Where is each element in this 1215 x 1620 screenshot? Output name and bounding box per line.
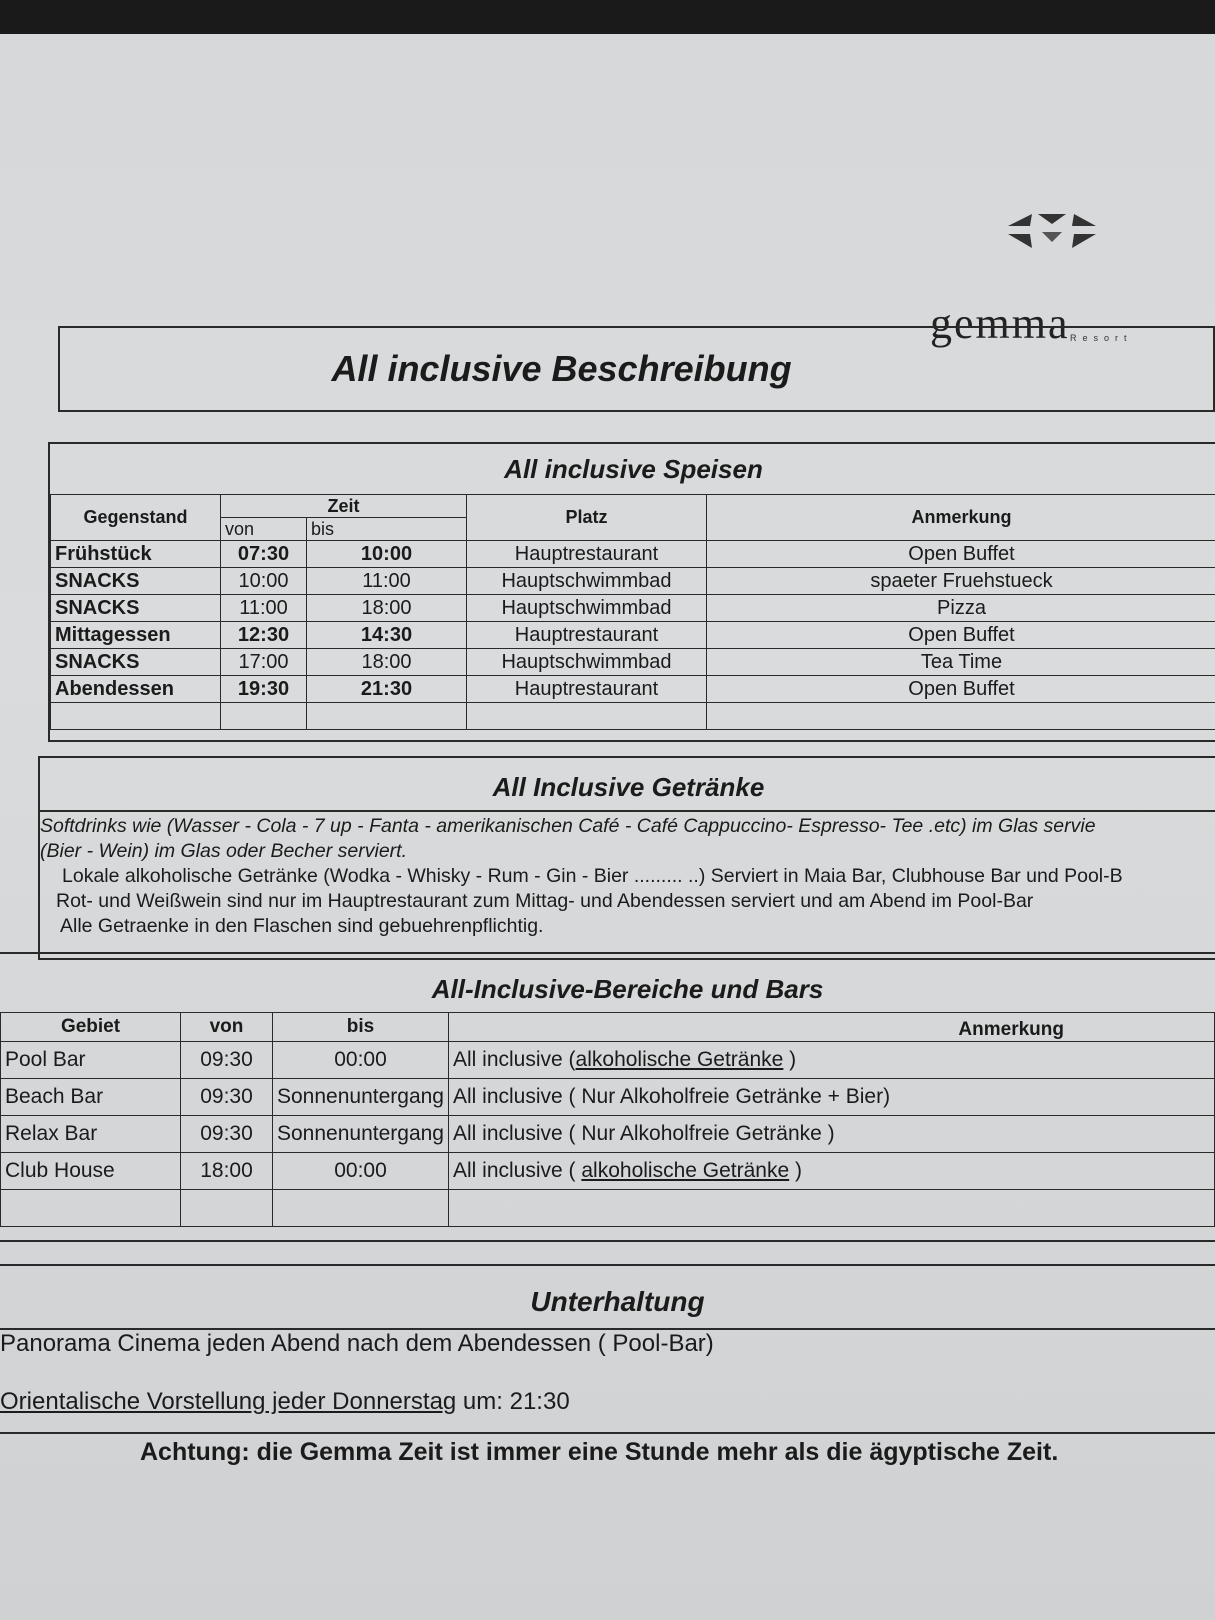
cell-to: 00:00 (273, 1042, 449, 1079)
cell-from: 09:30 (181, 1042, 273, 1079)
speisen-table (50, 494, 1215, 730)
cell-place: Hauptrestaurant (467, 676, 707, 703)
table-row (1, 1079, 1215, 1116)
col-header-place: Platz (467, 495, 707, 541)
cell-place: Hauptrestaurant (467, 622, 707, 649)
cell-note-part: All inclusive ( (453, 1048, 576, 1071)
cell-note (449, 1116, 1215, 1153)
cell-to: 14:30 (307, 622, 467, 649)
cell-place: Hauptrestaurant (467, 541, 707, 568)
cell-from: 17:00 (221, 649, 307, 676)
table-row (51, 541, 1215, 568)
col-header-to: bis (273, 1013, 449, 1042)
cell-place: Hauptschwimmbad (467, 595, 707, 622)
table-row (1, 1116, 1215, 1153)
cell-item: SNACKS (51, 649, 221, 676)
cell-place: Hauptschwimmbad (467, 568, 707, 595)
getraenke-line: Alle Getraenke in den Flaschen sind gebuehrenpflichtig. (60, 915, 544, 937)
getraenke-line: Softdrinks wie (Wasser - Cola - 7 up - Fanta - amerikanischen Café - Café Cappuccino- Espresso- Tee .etc) im Glas servie (40, 815, 1096, 837)
cell-from: 19:30 (221, 676, 307, 703)
cell-note: spaeter Fruehstueck (707, 568, 1215, 595)
cell-from: 12:30 (221, 622, 307, 649)
table-row (1, 1042, 1215, 1079)
cell-item: Mittagessen (51, 622, 221, 649)
table-row-empty (51, 703, 1215, 730)
bars-heading: All-Inclusive-Bereiche und Bars (431, 974, 824, 1004)
cell-note (449, 1079, 1215, 1116)
cell-note-part: ) (783, 1048, 797, 1071)
unterhaltung-line (0, 1388, 570, 1416)
paper-sheet (0, 34, 1215, 1620)
cell-to: Sonnenuntergang (273, 1079, 449, 1116)
getraenke-text (40, 810, 1215, 939)
unterhaltung-heading: Unterhaltung (530, 1286, 705, 1317)
cell-note (449, 1153, 1215, 1190)
table-row (1, 1153, 1215, 1190)
cell-to: Sonnenuntergang (273, 1116, 449, 1153)
cell-note (449, 1042, 1215, 1079)
cell-item: Abendessen (51, 676, 221, 703)
cell-empty (449, 1190, 1215, 1227)
cell-note: Tea Time (707, 649, 1215, 676)
bars-table (0, 1012, 1215, 1227)
cell-item: Frühstück (51, 541, 221, 568)
cell-to: 00:00 (273, 1153, 449, 1190)
getraenke-line: Rot- und Weißwein sind nur im Hauptrestaurant zum Mittag- und Abendessen serviert und am Abend im Pool-Bar (56, 890, 1034, 912)
gemma-logo-subtitle: Resort (1070, 333, 1133, 343)
cell-area: Relax Bar (1, 1116, 181, 1153)
cell-from: 07:30 (221, 541, 307, 568)
cell-empty (467, 703, 707, 730)
cell-empty (181, 1190, 273, 1227)
cell-to: 18:00 (307, 649, 467, 676)
page-title: All inclusive Beschreibung (58, 326, 1215, 412)
table-row (51, 568, 1215, 595)
col-header-from: von (221, 518, 307, 541)
cell-item: SNACKS (51, 568, 221, 595)
getraenke-line: (Bier - Wein) im Glas oder Becher serviert. (40, 840, 407, 862)
cell-to: 11:00 (307, 568, 467, 595)
unterhaltung-line-time: um: 21:30 (456, 1388, 570, 1415)
cell-note-part: All inclusive ( (453, 1159, 582, 1182)
getraenke-line: Lokale alkoholische Getränke (Wodka - Whisky - Rum - Gin - Bier ......... ..) Serviert in Maia Bar, Clubhouse Bar und Pool-B (62, 865, 1123, 887)
cell-place: Hauptschwimmbad (467, 649, 707, 676)
col-header-note: Anmerkung (449, 1013, 1215, 1042)
unterhaltung-line-underlined: Orientalische Vorstellung jeder Donnerstag (0, 1388, 457, 1415)
cell-empty (1, 1190, 181, 1227)
cell-area: Beach Bar (1, 1079, 181, 1116)
bars-section (0, 952, 1215, 1242)
col-header-area: Gebiet (1, 1013, 181, 1042)
cell-from: 18:00 (181, 1153, 273, 1190)
cell-note-part: alkoholische Getränke (581, 1159, 790, 1182)
table-row (51, 595, 1215, 622)
cell-empty (273, 1190, 449, 1227)
cell-note: Open Buffet (707, 676, 1215, 703)
gemma-logo-wordmark: gemma (930, 299, 1070, 348)
bars-table-body (1, 1042, 1215, 1227)
speisen-heading: All inclusive Speisen (504, 454, 763, 484)
cell-to: 10:00 (307, 541, 467, 568)
divider (0, 1264, 1215, 1266)
col-header-note: Anmerkung (707, 495, 1215, 541)
cell-from: 11:00 (221, 595, 307, 622)
cell-area: Club House (1, 1153, 181, 1190)
cell-from: 09:30 (181, 1116, 273, 1153)
getraenke-section (38, 756, 1215, 960)
unterhaltung-line: Panorama Cinema jeden Abend nach dem Abendessen ( Pool-Bar) (0, 1330, 714, 1357)
cell-empty (51, 703, 221, 730)
cell-to: 21:30 (307, 676, 467, 703)
divider (0, 1432, 1215, 1434)
cell-empty (221, 703, 307, 730)
cell-note-part: All inclusive ( Nur Alkoholfreie Getränke + Bier) (453, 1085, 891, 1108)
table-row-empty (1, 1190, 1215, 1227)
cell-empty (707, 703, 1215, 730)
cell-from: 10:00 (221, 568, 307, 595)
col-header-to: bis (307, 518, 467, 541)
cell-to: 18:00 (307, 595, 467, 622)
cell-note: Open Buffet (707, 541, 1215, 568)
table-row (51, 649, 1215, 676)
table-row (51, 622, 1215, 649)
cell-item: SNACKS (51, 595, 221, 622)
gemma-logo-mark-icon (1002, 212, 1102, 252)
getraenke-heading: All Inclusive Getränke (492, 772, 765, 802)
speisen-table-body (51, 541, 1215, 730)
time-notice: Achtung: die Gemma Zeit ist immer eine Stunde mehr als die ägyptische Zeit. (140, 1438, 1059, 1466)
cell-note-part: All inclusive ( Nur Alkoholfreie Getränke ) (453, 1122, 835, 1145)
cell-empty (307, 703, 467, 730)
col-header-time: Zeit (221, 495, 467, 518)
speisen-section (48, 442, 1215, 742)
table-row (51, 676, 1215, 703)
col-header-from: von (181, 1013, 273, 1042)
cell-note: Open Buffet (707, 622, 1215, 649)
cell-from: 09:30 (181, 1079, 273, 1116)
cell-note-part: ) (789, 1159, 802, 1182)
cell-note-part: alkoholische Getränke (575, 1048, 784, 1071)
col-header-item: Gegenstand (51, 495, 221, 541)
cell-area: Pool Bar (1, 1042, 181, 1079)
cell-note: Pizza (707, 595, 1215, 622)
